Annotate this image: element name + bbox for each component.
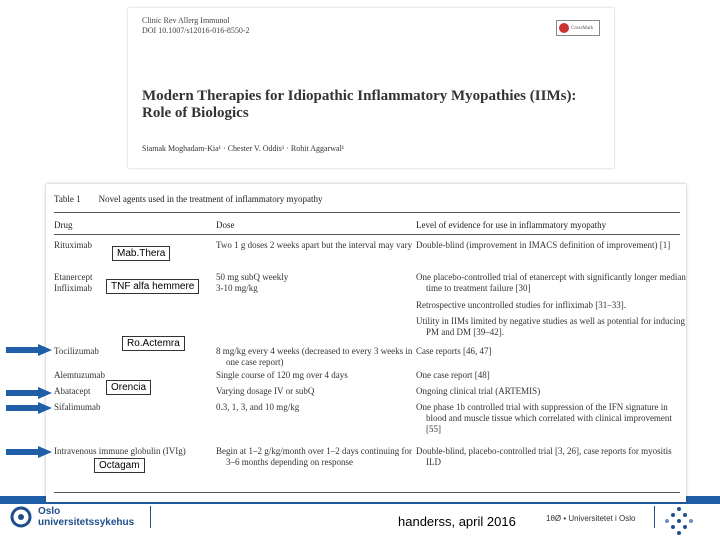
paper-authors: Siamak Moghadam-Kia¹ · Chester V. Oddis¹ · Rohit Aggarwal¹ <box>142 144 345 153</box>
drug-abatacept: Abatacept <box>54 386 91 396</box>
dose-ivig: Begin at 1–2 g/kg/month over 1–2 days continuing for 3–6 months depending on response <box>216 446 412 467</box>
ous-logo <box>10 506 134 528</box>
drug-rituximab: Rituximab <box>54 240 92 250</box>
crossmark-icon <box>559 23 569 33</box>
evidence-sifalimumab: One phase 1b controlled trial with suppression of the IFN signature in blood and muscle tissue which correlated with clinical improvement [55] <box>416 402 672 434</box>
paper-title: Modern Therapies for Idiopathic Inflammatory Myopathies (IIMs): Role of Biologics <box>142 88 577 121</box>
table-caption-label: Table 1 <box>54 194 81 204</box>
header-evidence: Level of evidence for use in inflammatory myopathy <box>416 220 607 230</box>
evidence-tocilizumab: Case reports [46, 47] <box>416 346 492 356</box>
drug-sifalimumab: Sifalimumab <box>54 402 101 412</box>
evidence-infliximab: Retrospective uncontrolled studies for infliximab [31–33]. <box>416 300 626 310</box>
table-rule-bottom <box>54 492 680 493</box>
drug-tocilizumab: Tocilizumab <box>54 346 99 356</box>
journal-name: Clinic Rev Allerg Immunol <box>142 16 230 25</box>
label-roactemra: Ro.Actemra <box>122 336 185 351</box>
crossmark-badge <box>556 20 600 36</box>
journal-info <box>142 16 250 36</box>
drug-etanercept-infliximab: Etanercept Infliximab <box>54 272 93 293</box>
dose-etanercept-infliximab: 50 mg subQ weekly 3-10 mg/kg <box>216 272 289 293</box>
arrow-right-icon <box>6 344 52 356</box>
label-tnf-alfa-hemmere: TNF alfa hemmere <box>106 279 199 294</box>
label-orencia: Orencia <box>106 380 151 395</box>
evidence-alemtuzumab: One case report [48] <box>416 370 490 380</box>
dose-alemtuzumab: Single course of 120 mg over 4 days <box>216 370 348 380</box>
arrow-right-icon <box>6 446 52 458</box>
evidence-rituximab: Double-blind (improvement in IMACS definition of improvement) [1] <box>416 240 671 250</box>
table-caption <box>54 194 323 204</box>
header-drug: Drug <box>54 220 73 230</box>
divider <box>150 506 151 528</box>
ous-logo-icon <box>10 506 32 528</box>
dose-sifalimumab: 0.3, 1, 3, and 10 mg/kg <box>216 402 300 412</box>
arrow-right-icon <box>6 387 52 399</box>
evidence-etanercept: One placebo-controlled trial of etanercept with significantly longer median time to treatment failure [30] <box>416 272 686 293</box>
label-octagam: Octagam <box>94 458 145 473</box>
dose-rituximab: Two 1 g doses 2 weeks apart but the interval may vary <box>216 240 413 250</box>
arrow-right-icon <box>6 402 52 414</box>
divider <box>654 506 655 528</box>
uio-logo-text: 1θØ • Universitetet i Oslo <box>546 514 636 523</box>
paper-header <box>128 8 614 168</box>
drug-ivig: Intravenous immune globulin (IVIg) <box>54 446 186 456</box>
table-rule-header <box>54 234 680 235</box>
dose-abatacept: Varying dosage IV or subQ <box>216 386 315 396</box>
table-caption-text: Novel agents used in the treatment of inflammatory myopathy <box>98 194 323 204</box>
evidence-abatacept: Ongoing clinical trial (ARTEMIS) <box>416 386 541 396</box>
table-rule-top <box>54 212 680 213</box>
header-dose: Dose <box>216 220 235 230</box>
dose-tocilizumab: 8 mg/kg every 4 weeks (decreased to every 3 weeks in one case report) <box>216 346 413 367</box>
logo-line-1: Oslo <box>38 506 61 517</box>
evidence-tnf-utility: Utility in IIMs limited by negative studies as well as potential for inducing PM and DM [39–42]. <box>416 316 685 337</box>
evidence-ivig: Double-blind, placebo-controlled trial [3, 26], case reports for myositis ILD <box>416 446 672 467</box>
credit-text: handerss, april 2016 <box>398 514 516 529</box>
logo-line-2: universitetssykehus <box>38 517 135 528</box>
label-mabthera: Mab.Thera <box>112 246 170 261</box>
dot-pattern-icon <box>664 506 694 536</box>
doi: DOI 10.1007/s12016-016-8550-2 <box>142 26 250 35</box>
drug-alemtuzumab: Alemtuzumab <box>54 370 105 380</box>
crossmark-label: CrossMark <box>571 25 594 31</box>
